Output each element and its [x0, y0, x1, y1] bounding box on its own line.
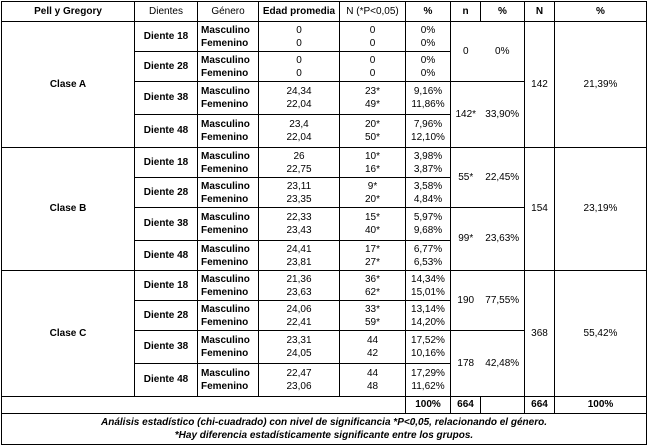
- gender-line: Femenino: [201, 225, 249, 236]
- percent-value: 7,96%: [413, 119, 443, 130]
- age-cell: [259, 208, 340, 241]
- percent-value: 3,58%: [413, 180, 443, 192]
- age-cell: [259, 331, 340, 364]
- tooth-label: Diente 38: [135, 82, 198, 115]
- gender-cell: [198, 82, 259, 115]
- header-cell-group-percent: %: [481, 2, 525, 22]
- tooth-label: Diente 28: [135, 178, 198, 208]
- percent-value: 11,62%: [411, 381, 445, 392]
- table-row: [2, 271, 647, 301]
- group-percent: 0%: [481, 22, 525, 82]
- total-n: 664: [451, 397, 481, 414]
- percent-value: 0%: [420, 24, 436, 36]
- gender-line: Masculino: [201, 335, 250, 346]
- group-percent: 33,90%: [481, 82, 525, 148]
- table-row: [2, 22, 647, 52]
- tooth-label: Diente 48: [135, 364, 198, 397]
- tooth-label: Diente 18: [135, 22, 198, 52]
- age-value: 24,05: [286, 348, 312, 359]
- percent-value: 9,16%: [413, 86, 443, 97]
- class-percent: 55,42%: [555, 271, 647, 397]
- class-n: 154: [525, 148, 555, 271]
- group-percent: 23,63%: [481, 208, 525, 271]
- gender-cell: [198, 331, 259, 364]
- age-value: 22,47: [286, 368, 312, 379]
- count-cell: [340, 148, 406, 178]
- header-cell-mean-age: Edad promedia: [259, 2, 340, 22]
- count-value: 20*: [364, 119, 380, 130]
- age-value: 22,04: [286, 99, 312, 110]
- age-value: 23,63: [286, 286, 312, 298]
- percent-value: 6,77%: [413, 243, 443, 255]
- count-cell: [340, 241, 406, 271]
- tooth-label: Diente 28: [135, 301, 198, 331]
- age-value: 23,06: [286, 381, 312, 392]
- totals-row: [2, 397, 647, 414]
- gender-line: Femenino: [201, 67, 249, 79]
- gender-line: Femenino: [201, 37, 249, 49]
- count-cell: [340, 115, 406, 148]
- age-value: 0: [296, 37, 302, 49]
- class-n: 368: [525, 271, 555, 397]
- age-cell: [259, 271, 340, 301]
- class-label: Clase B: [2, 148, 135, 271]
- gender-line: Masculino: [201, 54, 250, 66]
- count-value: 0: [369, 37, 376, 49]
- age-value: 21,36: [286, 273, 312, 285]
- age-value: 23,11: [286, 180, 312, 192]
- age-value: 22,75: [286, 163, 312, 175]
- percent-value: 4,84%: [413, 193, 443, 205]
- count-cell: [340, 301, 406, 331]
- gender-cell: [198, 178, 259, 208]
- gender-line: Femenino: [201, 193, 249, 205]
- count-value: 59*: [364, 316, 380, 328]
- age-cell: [259, 82, 340, 115]
- header-cell-count: N (*P<0,05): [340, 2, 406, 22]
- age-value: 24,34: [286, 86, 312, 97]
- age-value: 23,31: [286, 335, 312, 346]
- table-body: [2, 2, 647, 445]
- totals-spacer: [481, 397, 525, 414]
- gender-cell: [198, 115, 259, 148]
- count-value: 49*: [364, 99, 380, 110]
- gender-line: Masculino: [201, 150, 250, 162]
- total-percent: 100%: [406, 397, 451, 414]
- age-cell: [259, 241, 340, 271]
- count-cell: [340, 271, 406, 301]
- header-cell-percent: %: [406, 2, 451, 22]
- percent-cell: [406, 148, 451, 178]
- gender-line: Masculino: [201, 119, 250, 130]
- footnote-line: Análisis estadístico (chi-cuadrado) con nivel de significancia *P<0,05, relacionando el género.: [101, 417, 547, 428]
- percent-value: 15,01%: [411, 286, 445, 298]
- count-value: 0: [369, 67, 376, 79]
- group-n: 190: [451, 271, 481, 331]
- count-value: 17*: [364, 243, 380, 255]
- group-n: 55*: [451, 148, 481, 208]
- gender-cell: [198, 301, 259, 331]
- age-value: 0: [296, 54, 302, 66]
- percent-cell: [406, 178, 451, 208]
- age-cell: [259, 52, 340, 82]
- gender-line: Masculino: [201, 86, 250, 97]
- header-cell-gender: Género: [198, 2, 259, 22]
- total-class-n: 664: [525, 397, 555, 414]
- results-table: [1, 1, 647, 445]
- count-value: 15*: [364, 212, 380, 223]
- tooth-label: Diente 18: [135, 271, 198, 301]
- percent-cell: [406, 271, 451, 301]
- gender-line: Femenino: [201, 132, 249, 143]
- percent-value: 17,29%: [411, 368, 445, 379]
- notes-row: [2, 414, 647, 445]
- age-cell: [259, 301, 340, 331]
- group-n: 178: [451, 331, 481, 397]
- percent-value: 3,98%: [413, 150, 443, 162]
- table-row: [2, 148, 647, 178]
- percent-value: 9,68%: [413, 225, 443, 236]
- group-n: 142*: [451, 82, 481, 148]
- gender-line: Masculino: [201, 303, 250, 315]
- count-cell: [340, 178, 406, 208]
- gender-line: Masculino: [201, 273, 250, 285]
- percent-value: 0%: [420, 37, 436, 49]
- count-cell: [340, 331, 406, 364]
- count-value: 27*: [364, 256, 380, 268]
- count-cell: [340, 364, 406, 397]
- gender-cell: [198, 52, 259, 82]
- age-value: 26: [293, 150, 305, 162]
- group-percent: 77,55%: [481, 271, 525, 331]
- age-cell: [259, 115, 340, 148]
- class-percent: 23,19%: [555, 148, 647, 271]
- gender-cell: [198, 271, 259, 301]
- age-value: 24,06: [286, 303, 312, 315]
- count-value: 48: [366, 381, 379, 392]
- percent-value: 17,52%: [411, 335, 445, 346]
- count-value: 20*: [364, 193, 380, 205]
- percent-value: 13,14%: [411, 303, 445, 315]
- percent-value: 3,87%: [413, 163, 443, 175]
- age-cell: [259, 364, 340, 397]
- age-value: 22,33: [286, 212, 312, 223]
- gender-line: Femenino: [201, 381, 249, 392]
- totals-blank: [2, 397, 406, 414]
- percent-cell: [406, 52, 451, 82]
- gender-line: Masculino: [201, 212, 250, 223]
- header-cell-class-n: N: [525, 2, 555, 22]
- class-percent: 21,39%: [555, 22, 647, 148]
- gender-line: Femenino: [201, 286, 249, 298]
- gender-cell: [198, 148, 259, 178]
- percent-value: 6,53%: [413, 256, 443, 268]
- percent-value: 11,86%: [411, 99, 445, 110]
- tooth-label: Diente 38: [135, 208, 198, 241]
- percent-value: 14,20%: [411, 316, 445, 328]
- gender-cell: [198, 241, 259, 271]
- age-value: 23,43: [286, 225, 312, 236]
- count-value: 0: [369, 24, 376, 36]
- count-value: 42: [366, 348, 379, 359]
- count-value: 44: [366, 335, 379, 346]
- gender-cell: [198, 22, 259, 52]
- count-value: 16*: [364, 163, 380, 175]
- gender-line: Femenino: [201, 348, 249, 359]
- age-value: 22,41: [286, 316, 312, 328]
- percent-cell: [406, 241, 451, 271]
- table-footnote: [2, 414, 647, 445]
- percent-cell: [406, 82, 451, 115]
- age-value: 23,81: [286, 256, 312, 268]
- gender-line: Masculino: [201, 243, 250, 255]
- header-cell-pell-gregory: Pell y Gregory: [2, 2, 135, 22]
- group-percent: 22,45%: [481, 148, 525, 208]
- gender-line: Masculino: [201, 368, 250, 379]
- count-value: 0: [369, 54, 376, 66]
- age-value: 0: [296, 67, 302, 79]
- percent-cell: [406, 115, 451, 148]
- percent-cell: [406, 331, 451, 364]
- percent-value: 5,97%: [413, 212, 443, 223]
- gender-line: Femenino: [201, 99, 249, 110]
- percent-value: 10,16%: [411, 348, 445, 359]
- tooth-label: Diente 38: [135, 331, 198, 364]
- percent-value: 14,34%: [411, 273, 445, 285]
- count-value: 10*: [364, 150, 380, 162]
- tooth-label: Diente 48: [135, 115, 198, 148]
- gender-line: Femenino: [201, 316, 249, 328]
- total-class-percent: 100%: [555, 397, 647, 414]
- header-cell-teeth: Dientes: [135, 2, 198, 22]
- header-row: [2, 2, 647, 22]
- age-value: 23,4: [289, 119, 309, 130]
- count-cell: [340, 208, 406, 241]
- age-cell: [259, 148, 340, 178]
- percent-cell: [406, 301, 451, 331]
- age-value: 0: [296, 24, 302, 36]
- gender-line: Masculino: [201, 180, 250, 192]
- header-cell-class-percent: %: [555, 2, 647, 22]
- percent-cell: [406, 364, 451, 397]
- age-value: 22,04: [286, 132, 312, 143]
- count-value: 50*: [364, 132, 380, 143]
- age-cell: [259, 178, 340, 208]
- percent-value: 0%: [420, 54, 436, 66]
- header-cell-group-n: n: [451, 2, 481, 22]
- group-n: 99*: [451, 208, 481, 271]
- count-value: 40*: [364, 225, 380, 236]
- count-value: 44: [366, 368, 379, 379]
- footnote-line: *Hay diferencia estadísticamente significante entre los grupos.: [174, 430, 474, 441]
- gender-cell: [198, 208, 259, 241]
- group-n: 0: [451, 22, 481, 82]
- age-value: 23,35: [286, 193, 312, 205]
- count-cell: [340, 22, 406, 52]
- tooth-label: Diente 48: [135, 241, 198, 271]
- class-n: 142: [525, 22, 555, 148]
- age-cell: [259, 22, 340, 52]
- gender-line: Masculino: [201, 24, 250, 36]
- class-label: Clase A: [2, 22, 135, 148]
- gender-cell: [198, 364, 259, 397]
- gender-line: Femenino: [201, 163, 249, 175]
- age-value: 24,41: [286, 243, 312, 255]
- count-value: 36*: [364, 273, 380, 285]
- count-cell: [340, 82, 406, 115]
- class-label: Clase C: [2, 271, 135, 397]
- count-value: 62*: [364, 286, 380, 298]
- gender-line: Femenino: [201, 256, 249, 268]
- count-value: 33*: [364, 303, 380, 315]
- count-value: 9*: [367, 180, 378, 192]
- tooth-label: Diente 28: [135, 52, 198, 82]
- tooth-label: Diente 18: [135, 148, 198, 178]
- percent-value: 12,10%: [411, 132, 445, 143]
- group-percent: 42,48%: [481, 331, 525, 397]
- percent-cell: [406, 208, 451, 241]
- percent-value: 0%: [420, 67, 436, 79]
- count-cell: [340, 52, 406, 82]
- percent-cell: [406, 22, 451, 52]
- count-value: 23*: [364, 86, 380, 97]
